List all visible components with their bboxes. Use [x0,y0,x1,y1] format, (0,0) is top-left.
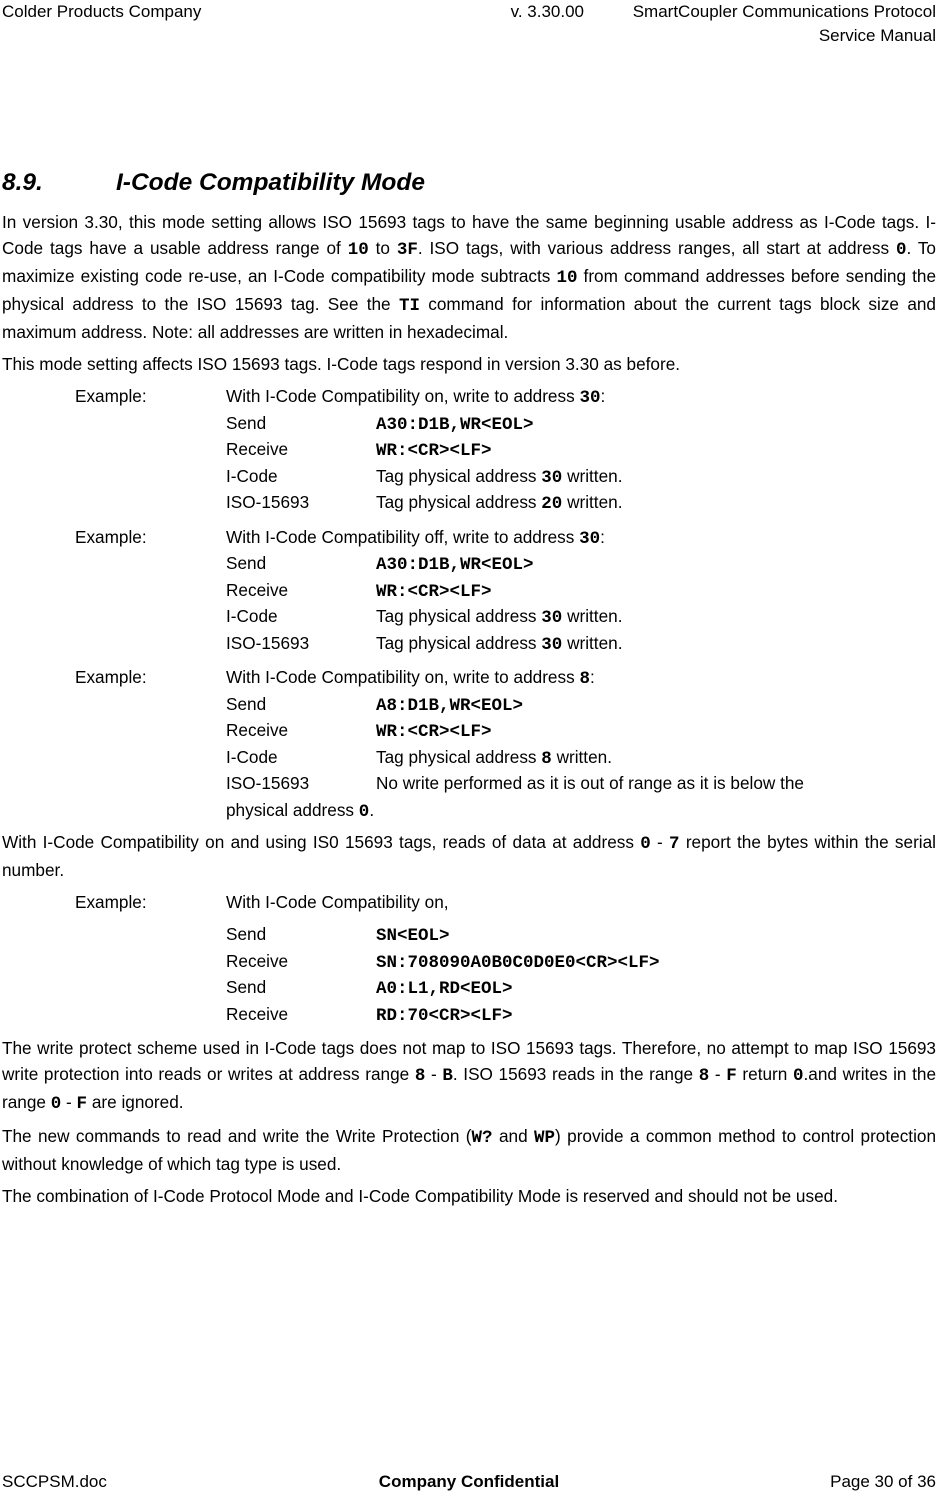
paragraph-write-protect: The write protect scheme used in I-Code tags does not map to ISO 15693 tags. Therefore, no attempt to map ISO 15693 write protection into reads or writes at address range 8 - B. ISO 15693 reads in the range 8 - F return 0.and writes in the range 0 - F are ignored. [2,1038,937,1114]
header-title-line1: SmartCoupler Communications Protocol [632,2,936,21]
iso-result: Tag physical address 30 written. [376,632,623,655]
example-intro: With I-Code Compatibility on, write to address 8: [226,667,595,689]
header-title-line2: Service Manual [818,26,936,45]
receive-response: SN:708090A0B0C0D0E0<CR><LF> [376,952,660,973]
paragraph-reserved: The combination of I-Code Protocol Mode and I-Code Compatibility Mode is reserved and should not be used. [2,1186,838,1206]
paragraph-affects: This mode setting affects ISO 15693 tags. I-Code tags respond in version 3.30 as before. [2,354,681,374]
receive-response: WR:<CR><LF> [376,581,492,602]
example-intro: With I-Code Compatibility on, write to address 30: [226,386,606,408]
paragraph-new-commands: The new commands to read and write the Write Protection (W? and WP) provide a common method to control protection without knowledge of which tag type is used. [2,1126,937,1174]
paragraph-intro: In version 3.30, this mode setting allows ISO 15693 tags to have the same beginning usable address as I-Code tags. I-Code tags have a usable address range of 10 to 3F. ISO tags, with various address ranges, all start at address 0. To maximize existing code re-use, an I-Code compatibility mode subtracts 10 from command addresses before sending the physical address to the ISO 15693 tag. See the TI command for information about the current tags block size and maximum address. Note: all addresses are written in hexadecimal. [2,212,936,342]
icode-result: Tag physical address 8 written. [376,746,612,769]
footer-filename: SCCPSM.doc [2,1472,107,1491]
send-command: SN<EOL> [376,926,450,946]
iso-result-line1: No write performed as it is out of range as it is below the [376,773,804,793]
example-1: Example: With I-Code Compatibility on, write to address 30: Send A30:D1B,WR<EOL> Receive WR:<CR><LF> I-Code Tag physical address 30 written. ISO-15693 Tag physical address 20 written. [2,383,936,516]
footer-confidential: Company Confidential [378,1472,560,1491]
section-heading [2,170,425,196]
example-intro: With I-Code Compatibility on, [226,892,449,912]
example-label: Example: [75,892,147,912]
example-2: Example: With I-Code Compatibility off, write to address 30: Send A30:D1B,WR<EOL> Receive WR:<CR><LF> I-Code Tag physical address 30 written. ISO-15693 Tag physical address 30 written. [2,524,936,657]
send-command: A30:D1B,WR<EOL> [376,414,534,435]
iso-result: Tag physical address 20 written. [376,492,623,514]
iso-result-line2: physical address 0. [226,799,375,822]
receive-response: WR:<CR><LF> [376,441,492,461]
send-command: A0:L1,RD<EOL> [376,979,513,999]
example-label: Example: [75,386,147,406]
section-number: 8.9. [2,169,43,196]
icode-result: Tag physical address 30 written. [376,465,623,488]
main-content [2,209,936,1215]
example-4: Example: With I-Code Compatibility on, Send SN<EOL> Receive SN:708090A0B0C0D0E0<CR><LF> Send A0:L1,RD<EOL> Receive RD:70<CR><LF> [2,889,936,1027]
header-version: v. 3.30.00 [510,2,584,21]
receive-response: WR:<CR><LF> [376,722,492,742]
receive-response: RD:70<CR><LF> [376,1005,513,1026]
send-command: A30:D1B,WR<EOL> [376,555,534,575]
header-doc-title [633,0,936,48]
example-label: Example: [75,667,147,687]
header-company: Colder Products Company [2,2,202,21]
footer-page-number: Page 30 of 36 [830,1472,936,1491]
example-intro: With I-Code Compatibility off, write to address 30: [226,526,605,549]
section-title: I-Code Compatibility Mode [116,169,425,196]
example-3: Example: With I-Code Compatibility on, write to address 8: Send A8:D1B,WR<EOL> Receive WR:<CR><LF> I-Code Tag physical address 8 written. ISO-15693 No write performed as it is out of range as it is below the physical address 0. [2,664,936,823]
send-command: A8:D1B,WR<EOL> [376,695,524,716]
icode-result: Tag physical address 30 written. [376,606,623,628]
paragraph-serial-reads: With I-Code Compatibility on and using IS0 15693 tags, reads of data at address 0 - 7 report the bytes within the serial number. [2,832,936,880]
example-label: Example: [75,526,147,547]
